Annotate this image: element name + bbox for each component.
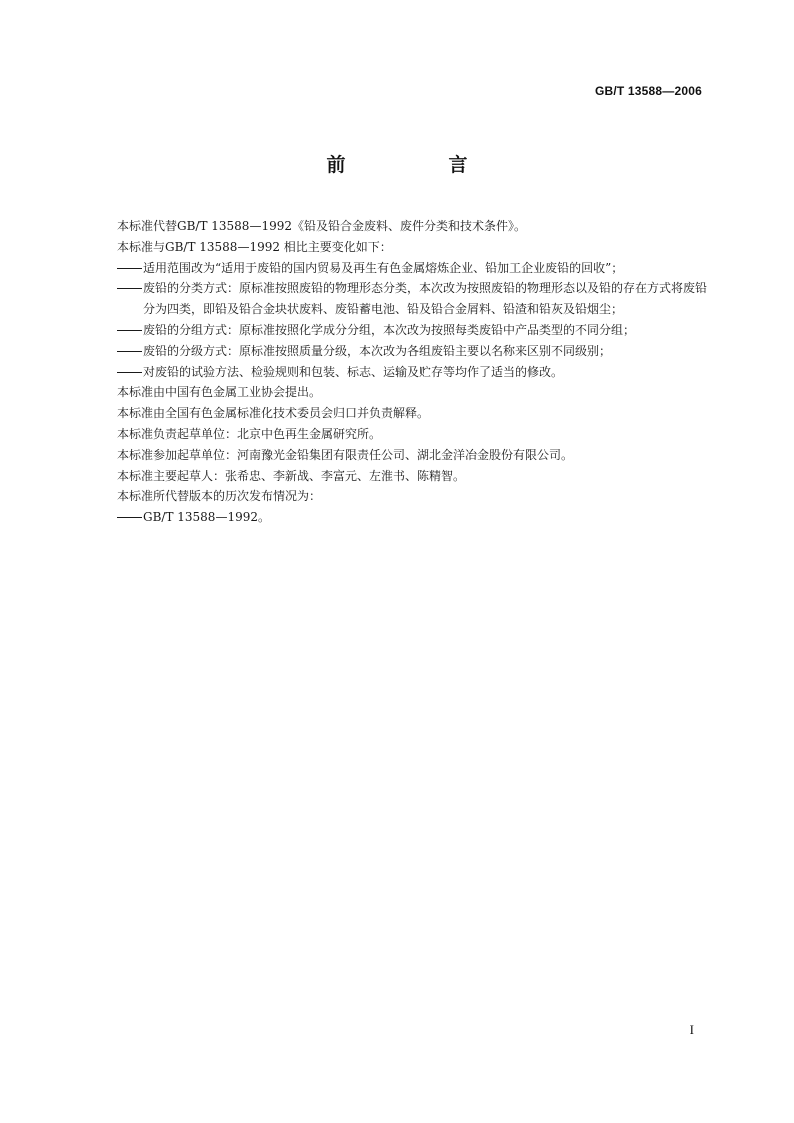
- paragraph-changes-intro: 本标准与GB/T 13588—1992 相比主要变化如下：: [117, 239, 392, 254]
- paragraph-replaces: 本标准代替GB/T 13588—1992《铅及铅合金废料、废件分类和技术条件》。: [117, 219, 526, 233]
- change-item-grading: [117, 341, 707, 362]
- paragraph-centralized-by: 本标准由全国有色金属标准化技术委员会归口并负责解释。: [117, 406, 430, 421]
- change-item-grouping: [117, 320, 707, 341]
- em-dash-marker: [117, 278, 143, 299]
- change-item-scope: [117, 258, 707, 279]
- em-dash-marker: [117, 341, 143, 362]
- em-dash-marker: [117, 258, 143, 279]
- change-item-text: 废铅的分类方式：原标准按照废铅的物理形态分类，本次改为按照废铅的物理形态以及铅的存在方式将废铅分为四类，即铅及铅合金块状废料、废铅蓄电池、铅及铅合金屑料、铅渣和铅灰及铅烟尘；: [143, 281, 708, 317]
- foreword-body: [117, 216, 707, 528]
- change-item-methods: [117, 362, 707, 383]
- page-title: 前 言: [326, 154, 510, 176]
- page-number: I: [689, 1022, 694, 1037]
- paragraph-drafting-unit: 本标准负责起草单位：北京中色再生金属研究所。: [117, 426, 382, 441]
- history-item-text: GB/T 13588—1992。: [143, 510, 270, 525]
- change-item-text: 废铅的分级方式：原标准按照质量分级，本次改为各组废铅主要以名称来区别不同级别；: [143, 343, 612, 358]
- change-item-text: 废铅的分组方式：原标准按照化学成分分组，本次改为按照每类废铅中产品类型的不同分组；: [143, 322, 636, 337]
- change-item-classification: [117, 278, 707, 320]
- paragraph-proposed-by: 本标准由中国有色金属工业协会提出。: [117, 385, 322, 400]
- paragraph-history-intro: 本标准所代替版本的历次发布情况为：: [117, 489, 322, 504]
- paragraph-participating-units: 本标准参加起草单位：河南豫光金铅集团有限责任公司、湖北金洋冶金股份有限公司。: [117, 447, 574, 462]
- paragraph-drafters: 本标准主要起草人：张希忠、李新战、李富元、左淮书、陈精智。: [117, 468, 466, 483]
- em-dash-marker: [117, 507, 143, 528]
- em-dash-marker: [117, 320, 143, 341]
- em-dash-marker: [117, 362, 143, 383]
- history-item: [117, 507, 707, 528]
- change-item-text: 对废铅的试验方法、检验规则和包装、标志、运输及贮存等均作了适当的修改。: [143, 364, 564, 379]
- change-item-text: 适用范围改为“适用于废铅的国内贸易及再生有色金属熔炼企业、铅加工企业废铅的回收”；: [143, 260, 624, 275]
- standard-code: GB/T 13588—2006: [594, 84, 702, 98]
